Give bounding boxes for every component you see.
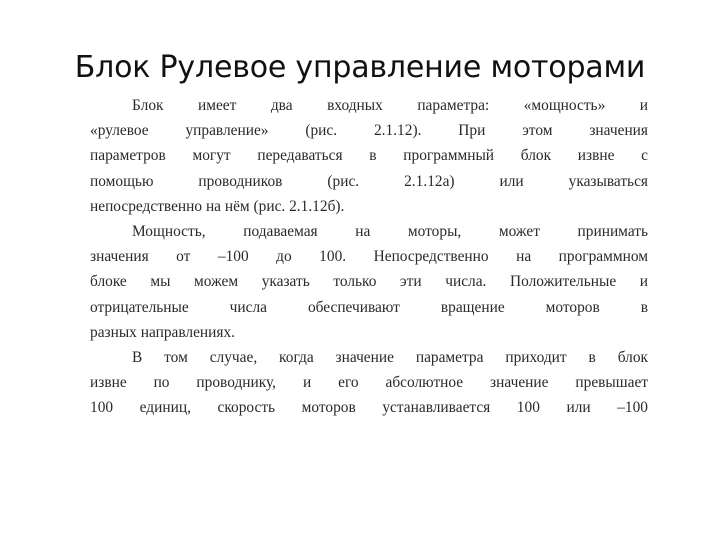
- text-line: «рулевое управление» (рис. 2.1.12). При этом значения: [90, 122, 648, 140]
- scanned-text-image: [90, 93, 648, 429]
- text-line: непосредственно на нём (рис. 2.1.12б).: [90, 197, 345, 215]
- text-line: В том случае, когда значение параметра приходит в блок: [132, 349, 648, 367]
- text-line: отрицательные числа обеспечивают вращение моторов в: [90, 298, 648, 316]
- text-line: значения от –100 до 100. Непосредственно на программном: [90, 248, 648, 266]
- text-line: разных направлениях.: [90, 323, 236, 341]
- text-line: Мощность, подаваемая на моторы, может принимать: [132, 223, 648, 241]
- slide-title: Блок Рулевое управление моторами: [74, 50, 646, 85]
- scanned-paragraphs: [90, 93, 648, 421]
- text-line: Блок имеет два входных параметра: «мощность» и: [132, 97, 648, 114]
- text-line: параметров могут передаваться в программный блок извне с: [90, 147, 648, 165]
- text-line: блоке мы можем указать только эти числа. Положительные и: [90, 273, 648, 291]
- text-line: помощью проводников (рис. 2.1.12а) или указываться: [90, 172, 648, 190]
- text-line: 100 единиц, скорость моторов устанавливается 100 или –100: [90, 399, 648, 417]
- text-line: извне по проводнику, и его абсолютное значение превышает: [90, 374, 648, 392]
